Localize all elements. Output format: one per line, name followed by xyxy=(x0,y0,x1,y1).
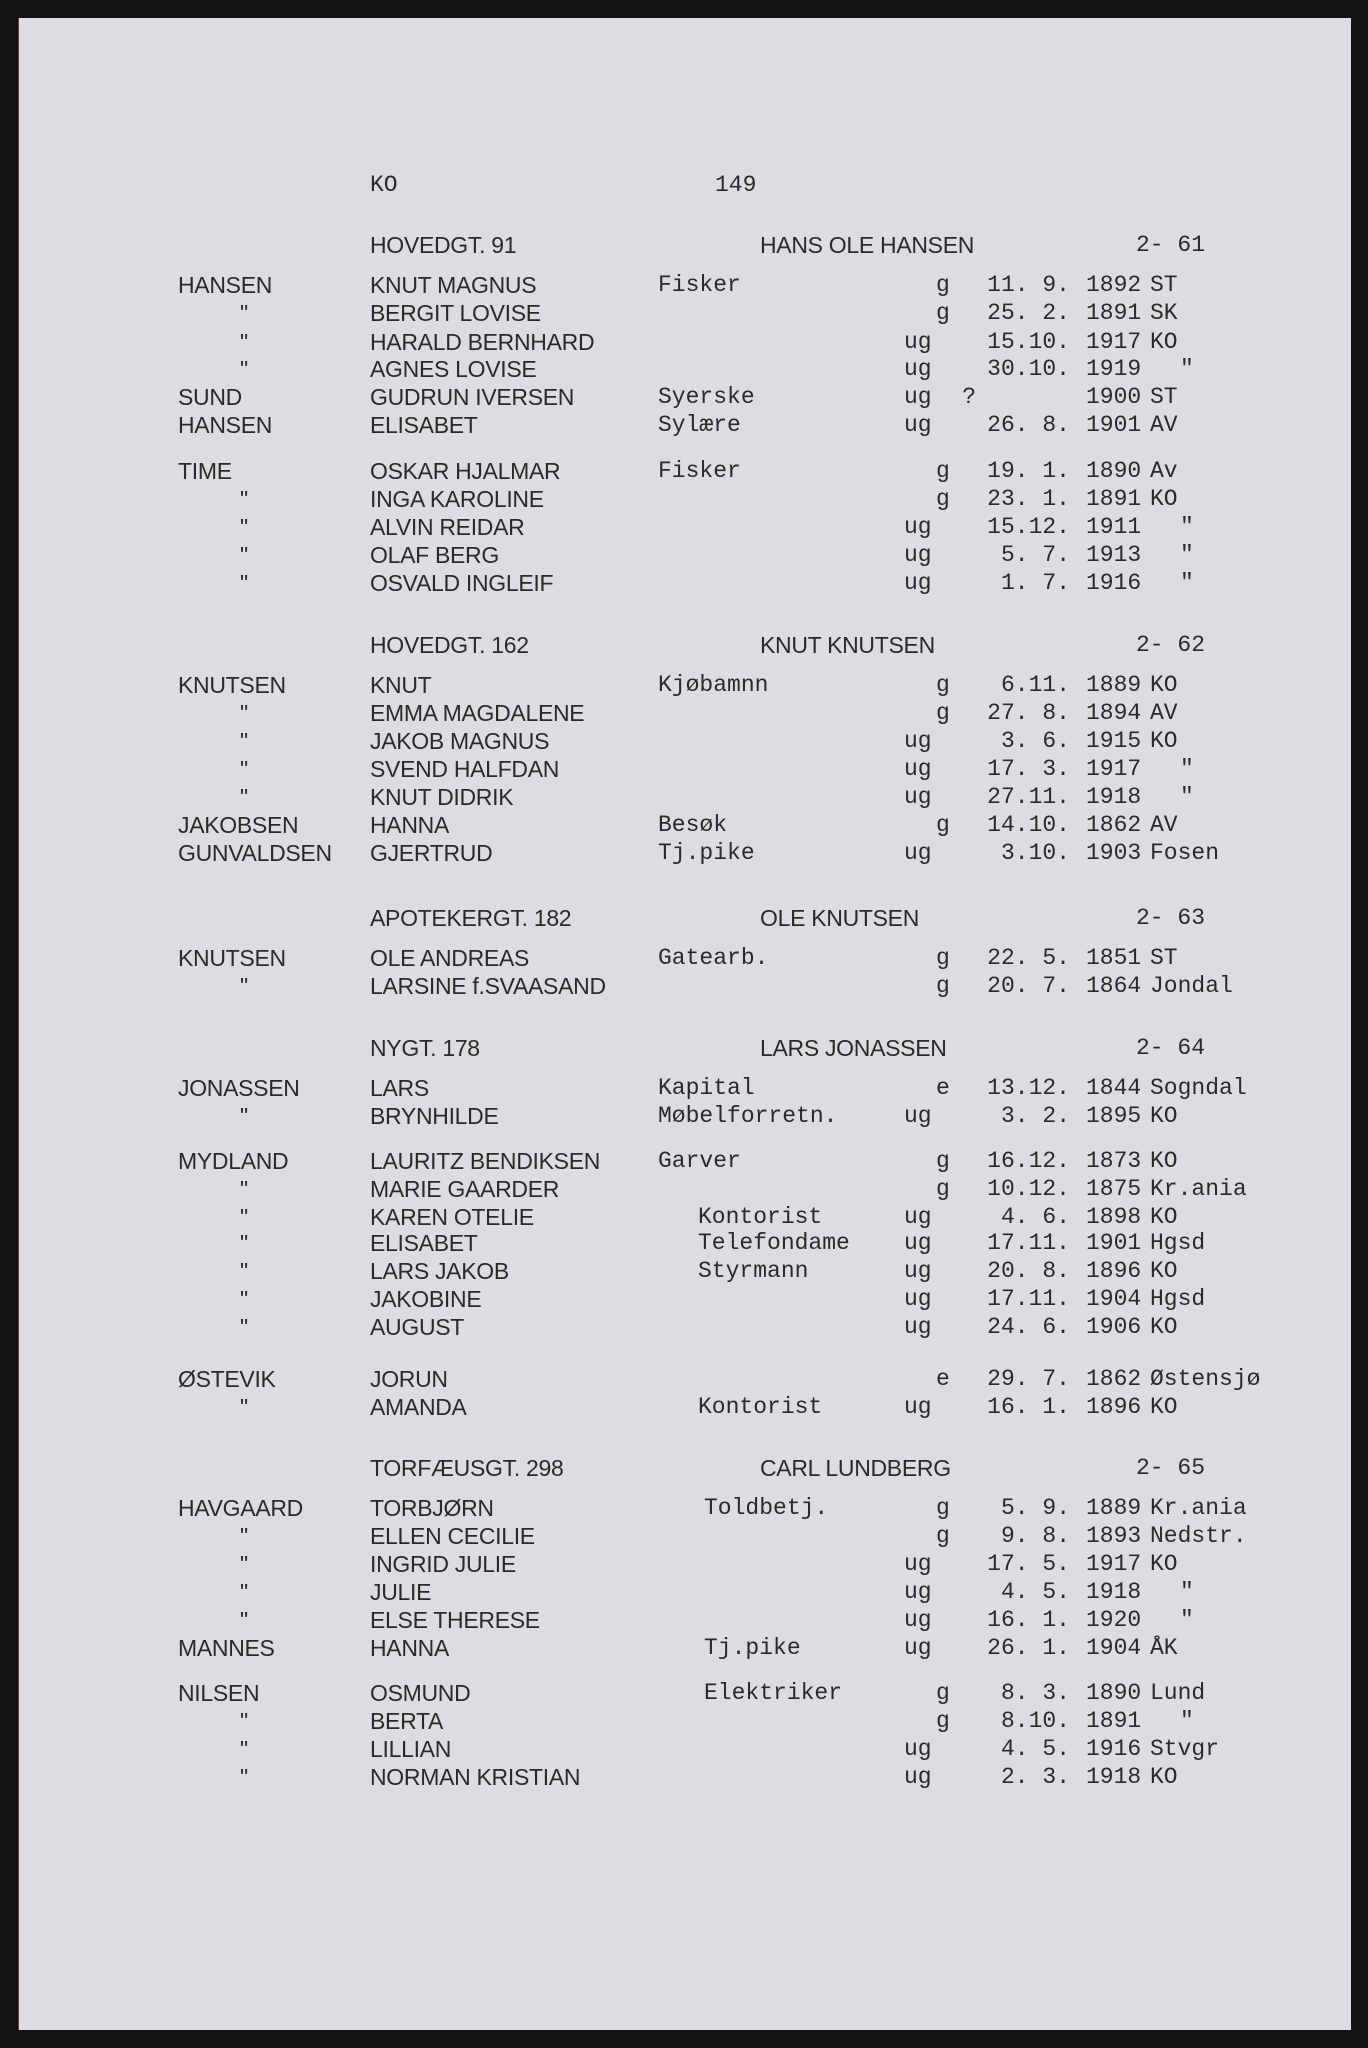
person-birth-year: 1875 xyxy=(1086,1176,1142,1202)
person-birthplace: KO xyxy=(1150,1258,1178,1284)
person-birth-year: 1901 xyxy=(1086,1230,1142,1256)
person-birth-year: 1896 xyxy=(1086,1394,1142,1420)
person-marital-status: g xyxy=(936,300,950,326)
person-given-name: JAKOB MAGNUS xyxy=(370,728,550,754)
person-surname: ØSTEVIK xyxy=(178,1366,276,1392)
person-marital-status: g xyxy=(936,1523,950,1549)
person-given-name: BRYNHILDE xyxy=(370,1103,499,1129)
person-birth-year: 1893 xyxy=(1086,1523,1142,1549)
person-birth-date: 20. 8. xyxy=(987,1258,1070,1284)
person-birth-date: 15.12. xyxy=(987,514,1070,540)
person-given-name: KNUT xyxy=(370,672,432,698)
person-birthplace: " xyxy=(1180,356,1194,382)
person-surname: " xyxy=(240,1607,248,1633)
household-address: APOTEKERGT. 182 xyxy=(370,905,572,931)
person-given-name: OLAF BERG xyxy=(370,542,499,568)
person-marital-status: g xyxy=(936,1148,950,1174)
person-surname: " xyxy=(240,728,248,754)
person-surname: " xyxy=(240,700,248,726)
person-birth-year: 1892 xyxy=(1086,272,1142,298)
person-surname: " xyxy=(240,1394,248,1420)
person-marital-status: ug xyxy=(904,514,932,540)
person-marital-status: g xyxy=(936,486,950,512)
person-birth-date: 29. 7. xyxy=(987,1366,1070,1392)
person-birth-date: 17. 5. xyxy=(987,1551,1070,1577)
person-occupation: Kontorist xyxy=(698,1204,823,1230)
person-birth-date: 10.12. xyxy=(987,1176,1070,1202)
person-birth-date: 23. 1. xyxy=(987,486,1070,512)
person-birthplace: " xyxy=(1180,570,1194,596)
person-surname: " xyxy=(240,329,248,355)
person-birth-year: 1917 xyxy=(1086,1551,1142,1577)
person-birthplace: KO xyxy=(1150,1204,1178,1230)
person-occupation: Syerske xyxy=(658,384,755,410)
person-given-name: AMANDA xyxy=(370,1394,467,1420)
person-birthplace: KO xyxy=(1150,672,1178,698)
person-given-name: NORMAN KRISTIAN xyxy=(370,1764,581,1790)
person-given-name: ELLEN CECILIE xyxy=(370,1523,535,1549)
person-birthplace: KO xyxy=(1150,486,1178,512)
person-birth-year: 1918 xyxy=(1086,784,1142,810)
person-surname: " xyxy=(240,1314,248,1340)
person-occupation: Besøk xyxy=(658,812,728,838)
person-birth-date: 16. 1. xyxy=(987,1394,1070,1420)
person-birth-year: 1844 xyxy=(1086,1075,1142,1101)
person-birthplace: KO xyxy=(1150,1314,1178,1340)
person-birth-date: 2. 3. xyxy=(1000,1764,1070,1790)
person-birth-year: 1915 xyxy=(1086,728,1142,754)
person-marital-status: g xyxy=(936,973,950,999)
person-surname: GUNVALDSEN xyxy=(178,840,332,866)
person-birth-date: 16.12. xyxy=(987,1148,1070,1174)
person-marital-status: g xyxy=(936,1495,950,1521)
person-birth-date: 27.11. xyxy=(987,784,1070,810)
person-given-name: GJERTRUD xyxy=(370,840,493,866)
person-birth-date: 6.11. xyxy=(1000,672,1070,698)
person-birth-year: 1895 xyxy=(1086,1103,1142,1129)
person-birthplace: KO xyxy=(1150,1394,1178,1420)
person-given-name: OSKAR HJALMAR xyxy=(370,458,561,484)
person-surname: JAKOBSEN xyxy=(178,812,299,838)
person-birth-date: 5. 9. xyxy=(1000,1495,1070,1521)
person-occupation: Kjøbamnn xyxy=(658,672,769,698)
person-birth-date: 13.12. xyxy=(987,1075,1070,1101)
person-birthplace: " xyxy=(1180,1607,1194,1633)
person-birthplace: Lund xyxy=(1150,1680,1206,1706)
person-occupation: Kontorist xyxy=(698,1394,823,1420)
person-surname: HANSEN xyxy=(178,272,273,298)
person-marital-status: ug xyxy=(904,840,932,866)
person-surname: " xyxy=(240,784,248,810)
person-birth-date: 17. 3. xyxy=(987,756,1070,782)
person-birthplace: Sogndal xyxy=(1150,1075,1247,1101)
person-marital-status: ug xyxy=(904,329,932,355)
person-occupation: Gatearb. xyxy=(658,945,769,971)
person-occupation: Møbelforretn. xyxy=(658,1103,838,1129)
person-marital-status: ug xyxy=(904,1736,932,1762)
person-birth-date: 15.10. xyxy=(987,329,1070,355)
household-head: HANS OLE HANSEN xyxy=(760,232,975,258)
person-birth-year: 1894 xyxy=(1086,700,1142,726)
person-marital-status: ug xyxy=(904,542,932,568)
person-surname: " xyxy=(240,300,248,326)
person-birthplace: " xyxy=(1180,756,1194,782)
person-birthplace: Kr.ania xyxy=(1150,1495,1247,1521)
household-address: NYGT. 178 xyxy=(370,1035,480,1061)
page-number: 149 xyxy=(715,172,757,198)
person-birth-year: 1891 xyxy=(1086,1708,1142,1734)
person-birth-year: 1862 xyxy=(1086,1366,1142,1392)
person-birth-year: 1917 xyxy=(1086,329,1142,355)
person-marital-status: g xyxy=(936,945,950,971)
person-surname: " xyxy=(240,1551,248,1577)
household-head: LARS JONASSEN xyxy=(760,1035,947,1061)
person-given-name: ELSE THERESE xyxy=(370,1607,540,1633)
person-birth-date: 30.10. xyxy=(987,356,1070,382)
person-given-name: MARIE GAARDER xyxy=(370,1176,560,1202)
person-given-name: OSVALD INGLEIF xyxy=(370,570,554,596)
person-birth-year: 1891 xyxy=(1086,300,1142,326)
person-surname: " xyxy=(240,756,248,782)
person-surname: MANNES xyxy=(178,1635,275,1661)
person-birth-year: 1851 xyxy=(1086,945,1142,971)
person-birthplace: " xyxy=(1180,514,1194,540)
person-birth-date: 26. 1. xyxy=(987,1635,1070,1661)
person-birth-year: 1898 xyxy=(1086,1204,1142,1230)
person-birth-date: 16. 1. xyxy=(987,1607,1070,1633)
person-birthplace: KO xyxy=(1150,728,1178,754)
person-occupation: Elektriker xyxy=(704,1680,843,1706)
person-marital-status: ug xyxy=(904,1394,932,1420)
person-given-name: HANNA xyxy=(370,1635,450,1661)
person-birth-year: 1904 xyxy=(1086,1286,1142,1312)
person-surname: " xyxy=(240,570,248,596)
person-given-name: ALVIN REIDAR xyxy=(370,514,525,540)
person-birthplace: Hgsd xyxy=(1150,1230,1206,1256)
person-marital-status: ug xyxy=(904,1204,932,1230)
person-occupation: Tj.pike xyxy=(658,840,755,866)
person-birth-year: 1873 xyxy=(1086,1148,1142,1174)
person-given-name: ELISABET xyxy=(370,1230,478,1256)
person-occupation: Telefondame xyxy=(698,1230,850,1256)
person-birth-date: 8. 3. xyxy=(1000,1680,1070,1706)
person-marital-status: g xyxy=(936,458,950,484)
household-head: CARL LUNDBERG xyxy=(760,1455,951,1481)
person-given-name: AUGUST xyxy=(370,1314,465,1340)
person-birthplace: AV xyxy=(1150,700,1178,726)
person-birthplace: AV xyxy=(1150,412,1178,438)
person-birth-year: 1918 xyxy=(1086,1579,1142,1605)
person-surname: " xyxy=(240,1176,248,1202)
person-given-name: JORUN xyxy=(370,1366,448,1392)
person-marital-status: ug xyxy=(904,1314,932,1340)
person-birth-date: 24. 6. xyxy=(987,1314,1070,1340)
person-birth-date: 9. 8. xyxy=(1000,1523,1070,1549)
household-address: TORFÆUSGT. 298 xyxy=(370,1455,564,1481)
person-birthplace: Jondal xyxy=(1150,973,1233,999)
person-given-name: LARS JAKOB xyxy=(370,1258,509,1284)
person-birth-date: 27. 8. xyxy=(987,700,1070,726)
person-birth-date: 1. 7. xyxy=(1000,570,1070,596)
person-marital-status: ug xyxy=(904,756,932,782)
person-birthplace: KO xyxy=(1150,1103,1178,1129)
person-given-name: HARALD BERNHARD xyxy=(370,329,595,355)
person-birth-year: 1901 xyxy=(1086,412,1142,438)
person-surname: " xyxy=(240,356,248,382)
person-birth-year: 1889 xyxy=(1086,672,1142,698)
person-marital-status: ug xyxy=(904,356,932,382)
household-number: 2- 64 xyxy=(1136,1035,1206,1061)
person-birthplace: Hgsd xyxy=(1150,1286,1206,1312)
person-birth-year: 1917 xyxy=(1086,756,1142,782)
person-given-name: OSMUND xyxy=(370,1680,471,1706)
household-number: 2- 65 xyxy=(1136,1455,1206,1481)
person-given-name: ELISABET xyxy=(370,412,478,438)
person-given-name: JAKOBINE xyxy=(370,1286,482,1312)
person-marital-status: ug xyxy=(904,1607,932,1633)
person-marital-status: ug xyxy=(904,384,932,410)
document-page xyxy=(18,18,1351,2030)
person-given-name: TORBJØRN xyxy=(370,1495,494,1521)
person-given-name: EMMA MAGDALENE xyxy=(370,700,585,726)
person-marital-status: ug xyxy=(904,1551,932,1577)
person-birth-date: 20. 7. xyxy=(987,973,1070,999)
person-given-name: OLE ANDREAS xyxy=(370,945,530,971)
person-marital-status: g xyxy=(936,1176,950,1202)
person-birthplace: " xyxy=(1180,784,1194,810)
person-birth-year: 1906 xyxy=(1086,1314,1142,1340)
person-given-name: KNUT DIDRIK xyxy=(370,784,514,810)
person-birthplace: ST xyxy=(1150,272,1178,298)
person-birthplace: Kr.ania xyxy=(1150,1176,1247,1202)
person-given-name: LARS xyxy=(370,1075,429,1101)
person-birth-date: 4. 6. xyxy=(1000,1204,1070,1230)
person-given-name: INGA KAROLINE xyxy=(370,486,544,512)
person-surname: NILSEN xyxy=(178,1680,260,1706)
area-code: KO xyxy=(370,172,398,198)
person-given-name: GUDRUN IVERSEN xyxy=(370,384,575,410)
person-birth-date: 4. 5. xyxy=(1000,1736,1070,1762)
person-occupation: Garver xyxy=(658,1148,741,1174)
person-marital-status: ug xyxy=(904,1764,932,1790)
person-birth-year: 1900 xyxy=(1086,384,1142,410)
person-birthplace: " xyxy=(1180,1708,1194,1734)
person-birth-year: 1920 xyxy=(1086,1607,1142,1633)
person-surname: TIME xyxy=(178,458,232,484)
person-marital-status: ug xyxy=(904,570,932,596)
household-number: 2- 62 xyxy=(1136,632,1206,658)
person-birthplace: ST xyxy=(1150,384,1178,410)
person-birthplace: ST xyxy=(1150,945,1178,971)
person-birth-year: 1890 xyxy=(1086,458,1142,484)
person-surname: " xyxy=(240,1230,248,1256)
person-birth-year: 1889 xyxy=(1086,1495,1142,1521)
person-birthplace: Østensjø xyxy=(1150,1366,1261,1392)
person-birth-year: 1916 xyxy=(1086,1736,1142,1762)
person-birthplace: KO xyxy=(1150,329,1178,355)
person-marital-status: ug xyxy=(904,784,932,810)
person-birthplace: Av xyxy=(1150,458,1178,484)
person-occupation: Sylære xyxy=(658,412,741,438)
person-marital-status: ug xyxy=(904,1579,932,1605)
person-birth-year: 1916 xyxy=(1086,570,1142,596)
person-marital-status: ug xyxy=(904,1286,932,1312)
person-birth-date: 3.10. xyxy=(1000,840,1070,866)
person-surname: HANSEN xyxy=(178,412,273,438)
person-surname: " xyxy=(240,486,248,512)
person-birth-date: 17.11. xyxy=(987,1230,1070,1256)
person-birthplace: KO xyxy=(1150,1764,1178,1790)
person-birth-year: 1919 xyxy=(1086,356,1142,382)
person-given-name: HANNA xyxy=(370,812,450,838)
person-birth-date: ? xyxy=(962,384,976,410)
person-surname: " xyxy=(240,1736,248,1762)
person-marital-status: e xyxy=(936,1075,950,1101)
person-surname: KNUTSEN xyxy=(178,945,286,971)
person-surname: " xyxy=(240,1103,248,1129)
person-given-name: INGRID JULIE xyxy=(370,1551,516,1577)
person-marital-status: g xyxy=(936,672,950,698)
household-number: 2- 63 xyxy=(1136,905,1206,931)
person-birth-date: 5. 7. xyxy=(1000,542,1070,568)
person-surname: HAVGAARD xyxy=(178,1495,303,1521)
person-marital-status: g xyxy=(936,272,950,298)
person-birthplace: AV xyxy=(1150,812,1178,838)
person-surname: MYDLAND xyxy=(178,1148,289,1174)
person-birthplace: " xyxy=(1180,542,1194,568)
person-occupation: Tj.pike xyxy=(704,1635,801,1661)
person-birth-date: 19. 1. xyxy=(987,458,1070,484)
person-surname: " xyxy=(240,1204,248,1230)
person-surname: " xyxy=(240,1764,248,1790)
person-surname: " xyxy=(240,1708,248,1734)
household-head: KNUT KNUTSEN xyxy=(760,632,935,658)
person-birth-date: 25. 2. xyxy=(987,300,1070,326)
person-surname: " xyxy=(240,514,248,540)
person-marital-status: ug xyxy=(904,1258,932,1284)
person-birth-date: 8.10. xyxy=(1000,1708,1070,1734)
household-address: HOVEDGT. 91 xyxy=(370,232,517,258)
person-birthplace: Nedstr. xyxy=(1150,1523,1247,1549)
person-birth-date: 3. 6. xyxy=(1000,728,1070,754)
person-given-name: BERGIT LOVISE xyxy=(370,300,541,326)
person-birth-date: 26. 8. xyxy=(987,412,1070,438)
person-birth-date: 11. 9. xyxy=(987,272,1070,298)
person-marital-status: ug xyxy=(904,1635,932,1661)
person-birth-year: 1918 xyxy=(1086,1764,1142,1790)
person-surname: KNUTSEN xyxy=(178,672,286,698)
person-birth-year: 1911 xyxy=(1086,514,1142,540)
person-given-name: AGNES LOVISE xyxy=(370,356,537,382)
person-surname: " xyxy=(240,1286,248,1312)
person-occupation: Fisker xyxy=(658,458,741,484)
person-surname: " xyxy=(240,542,248,568)
person-given-name: LILLIAN xyxy=(370,1736,452,1762)
person-surname: " xyxy=(240,1579,248,1605)
person-birth-year: 1913 xyxy=(1086,542,1142,568)
person-marital-status: e xyxy=(936,1366,950,1392)
person-birth-year: 1903 xyxy=(1086,840,1142,866)
person-occupation: Styrmann xyxy=(698,1258,809,1284)
person-birth-date: 17.11. xyxy=(987,1286,1070,1312)
person-given-name: KAREN OTELIE xyxy=(370,1204,534,1230)
person-occupation: Kapital xyxy=(658,1075,755,1101)
person-occupation: Fisker xyxy=(658,272,741,298)
person-marital-status: g xyxy=(936,812,950,838)
household-head: OLE KNUTSEN xyxy=(760,905,920,931)
person-marital-status: g xyxy=(936,1680,950,1706)
person-birthplace: SK xyxy=(1150,300,1178,326)
person-birth-year: 1904 xyxy=(1086,1635,1142,1661)
person-surname: " xyxy=(240,973,248,999)
person-given-name: LAURITZ BENDIKSEN xyxy=(370,1148,601,1174)
person-birthplace: Fosen xyxy=(1150,840,1220,866)
person-birth-year: 1890 xyxy=(1086,1680,1142,1706)
person-birth-date: 22. 5. xyxy=(987,945,1070,971)
person-given-name: KNUT MAGNUS xyxy=(370,272,537,298)
person-birthplace: Stvgr xyxy=(1150,1736,1220,1762)
person-birthplace: ÅK xyxy=(1150,1635,1178,1661)
household-number: 2- 61 xyxy=(1136,232,1206,258)
person-marital-status: ug xyxy=(904,1230,932,1256)
person-birth-year: 1896 xyxy=(1086,1258,1142,1284)
person-birth-year: 1864 xyxy=(1086,973,1142,999)
person-surname: JONASSEN xyxy=(178,1075,300,1101)
person-given-name: LARSINE f.SVAASAND xyxy=(370,973,606,999)
person-birthplace: " xyxy=(1180,1579,1194,1605)
person-surname: " xyxy=(240,1258,248,1284)
person-birth-date: 3. 2. xyxy=(1000,1103,1070,1129)
person-marital-status: g xyxy=(936,1708,950,1734)
person-surname: " xyxy=(240,1523,248,1549)
person-birth-date: 14.10. xyxy=(987,812,1070,838)
person-birthplace: KO xyxy=(1150,1148,1178,1174)
person-occupation: Toldbetj. xyxy=(704,1495,829,1521)
person-birth-year: 1891 xyxy=(1086,486,1142,512)
person-birth-date: 4. 5. xyxy=(1000,1579,1070,1605)
person-marital-status: g xyxy=(936,700,950,726)
person-birth-year: 1862 xyxy=(1086,812,1142,838)
person-marital-status: ug xyxy=(904,1103,932,1129)
person-birthplace: KO xyxy=(1150,1551,1178,1577)
person-surname: SUND xyxy=(178,384,242,410)
person-given-name: JULIE xyxy=(370,1579,432,1605)
person-given-name: BERTA xyxy=(370,1708,444,1734)
household-address: HOVEDGT. 162 xyxy=(370,632,529,658)
person-given-name: SVEND HALFDAN xyxy=(370,756,560,782)
person-marital-status: ug xyxy=(904,728,932,754)
person-marital-status: ug xyxy=(904,412,932,438)
